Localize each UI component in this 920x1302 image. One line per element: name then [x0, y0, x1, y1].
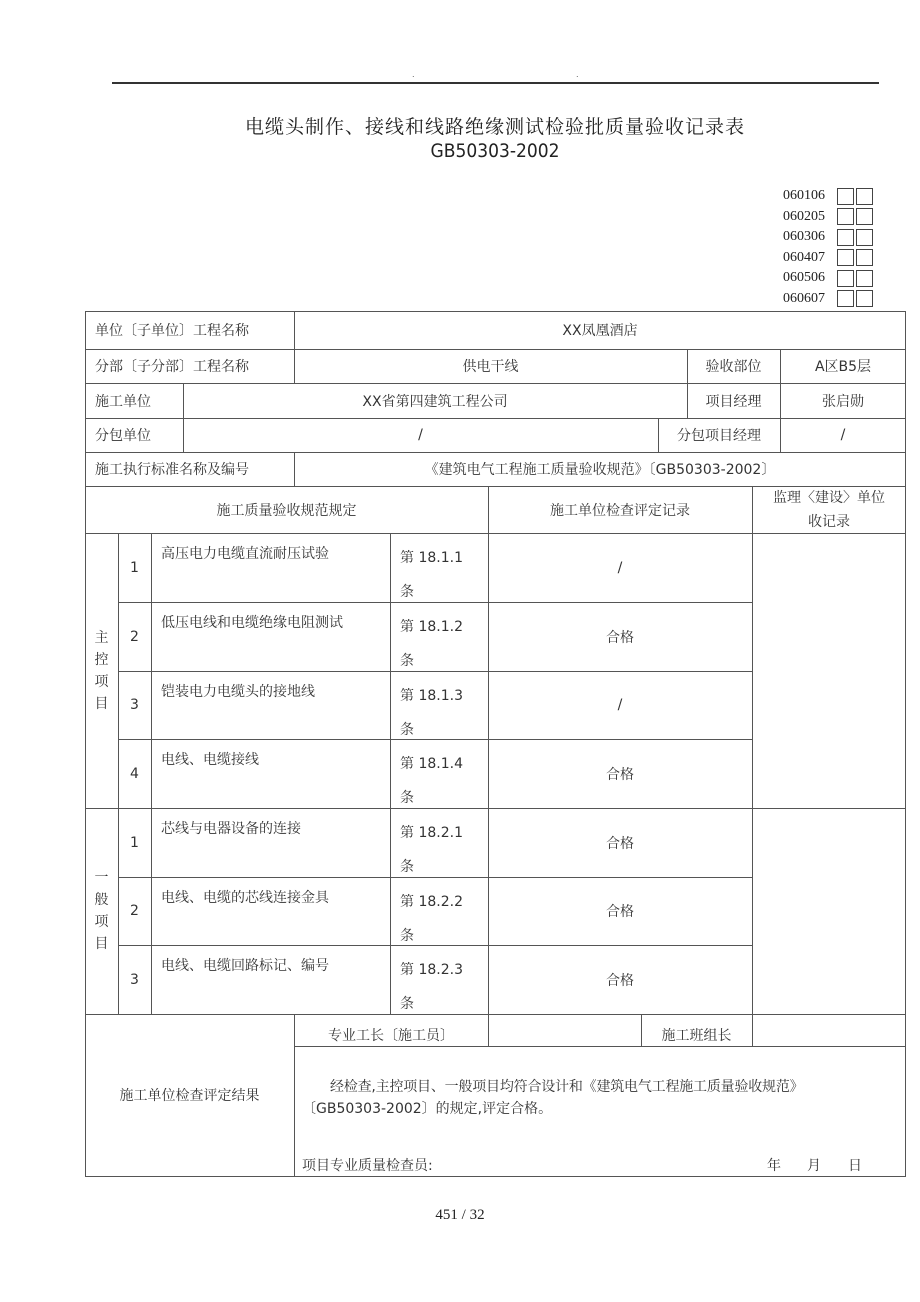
team-leader-label: 施工班组长: [661, 1027, 732, 1044]
unit-project-value[interactable]: XX凤凰酒店: [562, 323, 638, 339]
inspection-result[interactable]: /: [617, 697, 623, 713]
sub-manager-value[interactable]: /: [840, 427, 846, 443]
foreman-label: 专业工长〔施工员〕: [328, 1027, 454, 1044]
checkbox[interactable]: [856, 208, 873, 225]
acceptance-part-label: 验收部位: [705, 359, 762, 375]
code-label: 060106: [783, 188, 825, 204]
clause-ref: 第 18.2.2 条: [400, 894, 463, 944]
clause-ref: 第 18.1.1 条: [400, 550, 463, 600]
code-label: 060607: [783, 290, 825, 306]
row-number: 3: [130, 971, 139, 988]
row-number: 2: [130, 628, 139, 645]
general-items-group-label: 一 般 项 目: [94, 870, 109, 952]
unit-project-label: 单位〔子单位〕工程名称: [95, 323, 249, 339]
row-number: 1: [130, 834, 139, 851]
checkbox[interactable]: [837, 290, 854, 307]
page-subtitle: GB50303-2002: [430, 140, 560, 162]
inspection-result[interactable]: 合格: [606, 629, 634, 646]
contractor-label: 施工单位: [95, 393, 151, 410]
subcontractor-label: 分包单位: [95, 428, 151, 444]
conclusion-line1: 经检查,主控项目、一般项目均符合设计和《建筑电气工程施工质量验收规范》: [330, 1079, 804, 1095]
sub-project-label: 分部〔子分部〕工程名称: [95, 359, 249, 375]
item-description: 高压电力电缆直流耐压试验: [161, 546, 329, 562]
code-label: 060506: [783, 270, 825, 286]
date-day: 日: [848, 1158, 862, 1174]
sub-project-value[interactable]: 供电干线: [462, 359, 519, 375]
checkbox[interactable]: [837, 188, 854, 205]
supervisor-header-line2: 收记录: [808, 513, 850, 530]
clause-ref: 第 18.1.4 条: [400, 756, 463, 806]
supervisor-record-header: [752, 486, 906, 533]
header-dot: .: [576, 70, 579, 79]
item-description: 电线、电缆的芯线连接金具: [161, 890, 329, 906]
checkbox[interactable]: [837, 229, 854, 246]
inspector-label: 项目专业质量检查员:: [302, 1158, 433, 1174]
supervisor-general-record[interactable]: [752, 808, 906, 1014]
inspection-result[interactable]: 合格: [606, 904, 634, 920]
project-manager-value[interactable]: 张启勋: [822, 393, 864, 410]
row-number: 4: [130, 765, 139, 782]
spec-header: 施工质量验收规范规定: [216, 502, 357, 519]
supervisor-header-line1: 监理〈建设〉单位: [773, 489, 885, 506]
row-number: 1: [130, 559, 139, 576]
main-items-group-label: 主 控 项 目: [94, 629, 109, 712]
checkbox[interactable]: [856, 229, 873, 246]
sub-manager-label: 分包项目经理: [677, 428, 761, 444]
clause-ref: 第 18.2.1 条: [400, 825, 463, 875]
contractor-record-header: 施工单位检查评定记录: [550, 502, 690, 519]
code-row: [783, 248, 873, 269]
checkbox[interactable]: [837, 208, 854, 225]
inspection-result[interactable]: 合格: [606, 972, 634, 989]
header-dot: .: [412, 70, 415, 79]
code-label: 060407: [783, 249, 825, 265]
standard-label: 施工执行标准名称及编号: [95, 462, 249, 478]
checkbox[interactable]: [837, 249, 854, 266]
item-description: 低压电线和电缆绝缘电阻测试: [161, 615, 343, 631]
clause-ref: 第 18.1.2 条: [400, 619, 463, 669]
code-row: [783, 207, 873, 228]
code-label: 060205: [783, 208, 825, 224]
date-month: 月: [807, 1158, 821, 1174]
project-manager-label: 项目经理: [705, 393, 762, 410]
item-description: 铠装电力电缆头的接地线: [161, 684, 315, 700]
header-rule: [112, 82, 879, 84]
checkbox[interactable]: [837, 270, 854, 287]
result-section-label: 施工单位检查评定结果: [119, 1088, 260, 1104]
supervisor-main-record[interactable]: [752, 533, 906, 808]
date-year: 年: [767, 1158, 781, 1174]
row-number: 3: [130, 697, 139, 713]
page-title: 电缆头制作、接线和线路绝缘测试检验批质量验收记录表: [244, 116, 745, 138]
code-checklist: [783, 186, 873, 309]
conclusion-text: [302, 1076, 906, 1120]
code-label: 060306: [783, 229, 825, 245]
code-row: [783, 227, 873, 248]
checkbox[interactable]: [856, 270, 873, 287]
inspection-result[interactable]: /: [617, 559, 623, 576]
checkbox[interactable]: [856, 290, 873, 307]
foreman-value[interactable]: [488, 1022, 641, 1047]
team-leader-value[interactable]: [752, 1022, 906, 1047]
code-row: [783, 268, 873, 289]
conclusion-line2: 〔GB50303-2002〕的规定,评定合格。: [302, 1101, 553, 1117]
item-description: 芯线与电器设备的连接: [161, 821, 301, 837]
clause-ref: 第 18.1.3 条: [400, 688, 463, 738]
inspection-result[interactable]: 合格: [606, 766, 634, 783]
item-description: 电线、电缆回路标记、编号: [161, 958, 329, 974]
row-number: 2: [130, 903, 139, 919]
subcontractor-value[interactable]: /: [418, 427, 423, 443]
page-number: 451 / 32: [435, 1207, 485, 1223]
checkbox[interactable]: [856, 249, 873, 266]
item-description: 电线、电缆接线: [161, 752, 259, 768]
standard-value[interactable]: 《建筑电气工程施工质量验收规范》〔GB50303-2002〕: [424, 462, 776, 478]
inspection-result[interactable]: 合格: [606, 835, 634, 852]
acceptance-part-value[interactable]: A区B5层: [814, 359, 872, 375]
clause-ref: 第 18.2.3 条: [400, 962, 463, 1012]
checkbox[interactable]: [856, 188, 873, 205]
code-row: [783, 186, 873, 207]
contractor-value[interactable]: XX省第四建筑工程公司: [362, 393, 508, 410]
code-row: [783, 289, 873, 310]
